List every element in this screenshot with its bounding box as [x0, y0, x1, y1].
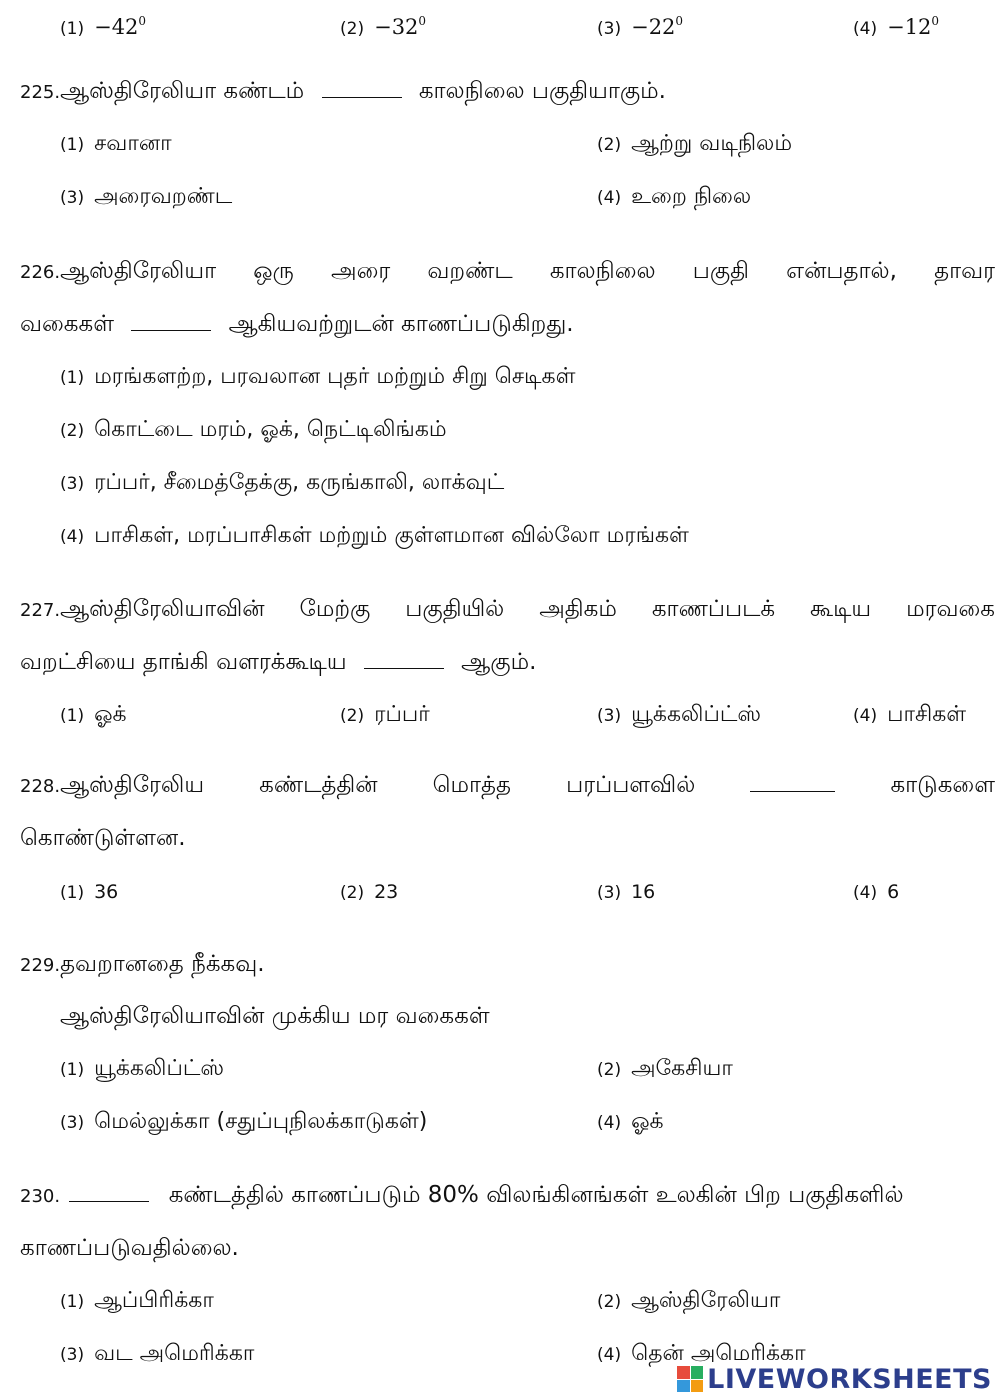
option-229-3[interactable]: (3) மெல்லுக்கா (சதுப்புநிலக்காடுகள்)	[60, 1109, 428, 1134]
question-228-line1: 228.ஆஸ்திரேலிய கண்டத்தின் மொத்த பரப்பளவில் காடுகளை	[20, 772, 995, 798]
option-225-3[interactable]: (3) அரைவறண்ட	[60, 184, 233, 209]
option-230-3[interactable]: (3) வட அமெரிக்கா	[60, 1341, 255, 1366]
top-option-3[interactable]: $(3) -22^0$	[597, 14, 684, 39]
question-227-line1: 227.ஆஸ்திரேலியாவின் மேற்கு பகுதியில் அதிகம் காணப்படக் கூடிய மரவகை	[20, 596, 995, 622]
question-226-line1: 226.ஆஸ்திரேலியா ஒரு அரை வறண்ட காலநிலை பகுதி என்பதால், தாவர	[20, 258, 995, 284]
question-229-line2: ஆஸ்திரேலியாவின் முக்கிய மர வகைகள்	[60, 1003, 490, 1029]
option-230-4[interactable]: (4) தென் அமெரிக்கா	[597, 1341, 806, 1366]
liveworksheets-logo-text: LIVEWORKSHEETS	[707, 1363, 992, 1395]
option-227-2[interactable]: (2) ரப்பர்	[340, 702, 430, 727]
top-option-4[interactable]: $(4) -12^0$	[853, 14, 940, 39]
answer-blank[interactable]	[750, 773, 835, 792]
option-227-4[interactable]: (4) பாசிகள்	[853, 702, 967, 727]
option-226-3[interactable]: (3) ரப்பர், சீமைத்தேக்கு, கருங்காலி, லாக்வுட்	[60, 470, 505, 495]
liveworksheets-logo	[677, 1364, 992, 1394]
option-228-1[interactable]: (1) 36	[60, 881, 119, 903]
option-225-1[interactable]: (1) சவானா	[60, 131, 172, 156]
option-228-2[interactable]: (2) 23	[340, 881, 399, 903]
top-option-2[interactable]: $(2) -32^0$	[340, 14, 427, 39]
option-229-4[interactable]: (4) ஓக்	[597, 1109, 664, 1134]
option-230-1[interactable]: (1) ஆப்பிரிக்கா	[60, 1288, 214, 1313]
option-226-4[interactable]: (4) பாசிகள், மரப்பாசிகள் மற்றும் குள்ளமான வில்லோ மரங்கள்	[60, 523, 689, 548]
option-229-1[interactable]: (1) யூக்கலிப்ட்ஸ்	[60, 1056, 224, 1081]
option-227-3[interactable]: (3) யூக்கலிப்ட்ஸ்	[597, 702, 761, 727]
answer-blank[interactable]	[131, 312, 211, 331]
answer-blank[interactable]	[69, 1183, 149, 1202]
top-option-1[interactable]: $(1) -42^0$	[60, 14, 147, 39]
option-226-2[interactable]: (2) கொட்டை மரம், ஓக், நெட்டிலிங்கம்	[60, 417, 447, 442]
answer-blank[interactable]	[322, 79, 402, 98]
option-228-3[interactable]: (3) 16	[597, 881, 656, 903]
question-230-line2: காணப்படுவதில்லை.	[20, 1235, 239, 1261]
question-226-line2: வகைகள் ஆகியவற்றுடன் காணப்படுகிறது.	[20, 311, 574, 337]
question-227-line2: வறட்சியை தாங்கி வளரக்கூடிய ஆகும்.	[20, 649, 537, 675]
question-225-text: 225.ஆஸ்திரேலியா கண்டம் காலநிலை பகுதியாகும்.	[20, 78, 666, 104]
option-225-4[interactable]: (4) உறை நிலை	[597, 184, 752, 209]
question-229-line1: 229.தவறானதை நீக்கவு.	[20, 951, 265, 977]
option-228-4[interactable]: (4) 6	[853, 881, 900, 903]
liveworksheets-logo-icon	[677, 1366, 703, 1392]
option-227-1[interactable]: (1) ஓக்	[60, 702, 127, 727]
answer-blank[interactable]	[364, 650, 444, 669]
option-229-2[interactable]: (2) அகேசியா	[597, 1056, 733, 1081]
question-228-line2: கொண்டுள்ளன.	[20, 825, 186, 851]
option-230-2[interactable]: (2) ஆஸ்திரேலியா	[597, 1288, 781, 1313]
question-230-line1: 230. கண்டத்தில் காணப்படும் 80% விலங்கினங்கள் உலகின் பிற பகுதிகளில்	[20, 1182, 904, 1208]
option-226-1[interactable]: (1) மரங்களற்ற, பரவலான புதர் மற்றும் சிறு செடிகள்	[60, 364, 576, 389]
option-225-2[interactable]: (2) ஆற்று வடிநிலம்	[597, 131, 793, 156]
